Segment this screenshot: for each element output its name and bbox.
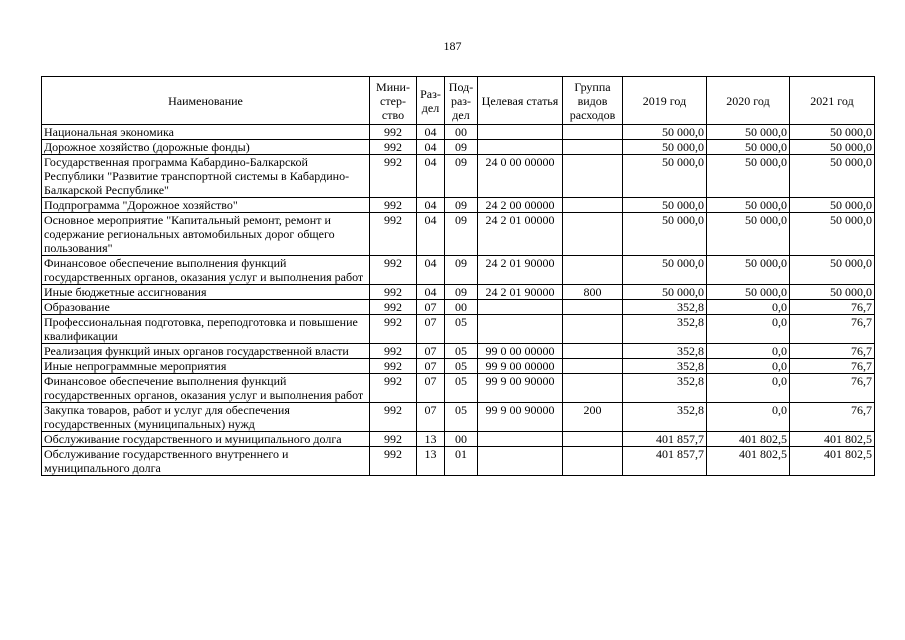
row-target-cell xyxy=(478,432,563,447)
row-group-cell xyxy=(563,140,623,155)
row-2021-cell: 50 000,0 xyxy=(790,140,875,155)
row-subsection-cell: 05 xyxy=(445,403,478,432)
row-name-cell: Образование xyxy=(42,300,370,315)
row-group-cell xyxy=(563,256,623,285)
row-target-cell: 24 2 01 00000 xyxy=(478,213,563,256)
row-subsection-cell: 00 xyxy=(445,300,478,315)
table-row xyxy=(42,256,875,285)
row-2020-cell: 0,0 xyxy=(707,315,790,344)
row-name-cell: Обслуживание государственного внутреннего и муниципального долга xyxy=(42,447,370,476)
row-2020-cell: 401 802,5 xyxy=(707,447,790,476)
budget-table xyxy=(41,76,875,476)
header-2021: 2021 год xyxy=(790,77,875,125)
row-name-cell: Основное мероприятие "Капитальный ремонт, ремонт и содержание региональных автомобильных дорог общего пользования" xyxy=(42,213,370,256)
row-target-cell: 99 9 00 90000 xyxy=(478,374,563,403)
row-2019-cell: 50 000,0 xyxy=(623,155,707,198)
table-row xyxy=(42,213,875,256)
row-2021-cell: 50 000,0 xyxy=(790,285,875,300)
row-2021-cell: 76,7 xyxy=(790,344,875,359)
row-2019-cell: 352,8 xyxy=(623,403,707,432)
table-header-row xyxy=(42,77,875,125)
row-target-cell: 99 0 00 00000 xyxy=(478,344,563,359)
header-ministry: Мини-стер-ство xyxy=(370,77,417,125)
row-name-cell: Иные непрограммные мероприятия xyxy=(42,359,370,374)
row-2020-cell: 50 000,0 xyxy=(707,285,790,300)
table-row xyxy=(42,140,875,155)
row-name-cell: Профессиональная подготовка, переподготовка и повышение квалификации xyxy=(42,315,370,344)
row-2021-cell: 50 000,0 xyxy=(790,198,875,213)
row-2020-cell: 50 000,0 xyxy=(707,198,790,213)
row-section-cell: 07 xyxy=(417,374,445,403)
row-subsection-cell: 01 xyxy=(445,447,478,476)
row-subsection-cell: 09 xyxy=(445,285,478,300)
row-2019-cell: 50 000,0 xyxy=(623,285,707,300)
row-section-cell: 13 xyxy=(417,447,445,476)
row-section-cell: 04 xyxy=(417,285,445,300)
header-section: Раз-дел xyxy=(417,77,445,125)
row-group-cell xyxy=(563,374,623,403)
row-group-cell xyxy=(563,300,623,315)
row-section-cell: 13 xyxy=(417,432,445,447)
row-2021-cell: 76,7 xyxy=(790,300,875,315)
row-section-cell: 04 xyxy=(417,125,445,140)
row-ministry-cell: 992 xyxy=(370,198,417,213)
row-2020-cell: 0,0 xyxy=(707,300,790,315)
row-ministry-cell: 992 xyxy=(370,213,417,256)
row-group-cell: 800 xyxy=(563,285,623,300)
row-2021-cell: 76,7 xyxy=(790,403,875,432)
table-row xyxy=(42,155,875,198)
page-number: 187 xyxy=(443,39,462,53)
row-target-cell xyxy=(478,140,563,155)
table-row xyxy=(42,285,875,300)
row-2019-cell: 352,8 xyxy=(623,344,707,359)
row-group-cell xyxy=(563,344,623,359)
row-target-cell: 24 2 01 90000 xyxy=(478,256,563,285)
table-row xyxy=(42,359,875,374)
row-subsection-cell: 09 xyxy=(445,155,478,198)
row-section-cell: 07 xyxy=(417,300,445,315)
row-2019-cell: 352,8 xyxy=(623,374,707,403)
row-2020-cell: 50 000,0 xyxy=(707,140,790,155)
row-subsection-cell: 05 xyxy=(445,344,478,359)
row-ministry-cell: 992 xyxy=(370,155,417,198)
header-subsection: Под-раз-дел xyxy=(445,77,478,125)
table-row xyxy=(42,198,875,213)
row-ministry-cell: 992 xyxy=(370,374,417,403)
row-2021-cell: 50 000,0 xyxy=(790,125,875,140)
row-2020-cell: 50 000,0 xyxy=(707,155,790,198)
row-ministry-cell: 992 xyxy=(370,432,417,447)
row-target-cell xyxy=(478,125,563,140)
row-ministry-cell: 992 xyxy=(370,447,417,476)
row-group-cell xyxy=(563,315,623,344)
table-row xyxy=(42,315,875,344)
row-section-cell: 04 xyxy=(417,213,445,256)
row-name-cell: Подпрограмма "Дорожное хозяйство" xyxy=(42,198,370,213)
row-section-cell: 04 xyxy=(417,198,445,213)
row-ministry-cell: 992 xyxy=(370,285,417,300)
row-2020-cell: 401 802,5 xyxy=(707,432,790,447)
row-ministry-cell: 992 xyxy=(370,300,417,315)
row-section-cell: 04 xyxy=(417,155,445,198)
row-2019-cell: 50 000,0 xyxy=(623,125,707,140)
row-2019-cell: 352,8 xyxy=(623,359,707,374)
table-row xyxy=(42,344,875,359)
row-subsection-cell: 05 xyxy=(445,374,478,403)
table-body xyxy=(42,125,875,476)
row-2019-cell: 401 857,7 xyxy=(623,447,707,476)
row-2019-cell: 352,8 xyxy=(623,315,707,344)
row-2020-cell: 0,0 xyxy=(707,403,790,432)
row-name-cell: Обслуживание государственного и муниципального долга xyxy=(42,432,370,447)
row-subsection-cell: 09 xyxy=(445,198,478,213)
row-name-cell: Дорожное хозяйство (дорожные фонды) xyxy=(42,140,370,155)
row-name-cell: Национальная экономика xyxy=(42,125,370,140)
row-ministry-cell: 992 xyxy=(370,140,417,155)
header-target: Целевая статья xyxy=(478,77,563,125)
row-group-cell xyxy=(563,125,623,140)
header-2020: 2020 год xyxy=(707,77,790,125)
table-row xyxy=(42,432,875,447)
table-row xyxy=(42,403,875,432)
row-2020-cell: 50 000,0 xyxy=(707,125,790,140)
row-target-cell xyxy=(478,300,563,315)
row-section-cell: 07 xyxy=(417,344,445,359)
row-target-cell xyxy=(478,315,563,344)
row-subsection-cell: 00 xyxy=(445,432,478,447)
row-2020-cell: 0,0 xyxy=(707,359,790,374)
row-subsection-cell: 05 xyxy=(445,359,478,374)
row-subsection-cell: 05 xyxy=(445,315,478,344)
row-ministry-cell: 992 xyxy=(370,125,417,140)
row-group-cell xyxy=(563,155,623,198)
table-row xyxy=(42,374,875,403)
row-2021-cell: 76,7 xyxy=(790,315,875,344)
row-section-cell: 04 xyxy=(417,140,445,155)
row-subsection-cell: 09 xyxy=(445,213,478,256)
row-name-cell: Иные бюджетные ассигнования xyxy=(42,285,370,300)
row-2019-cell: 352,8 xyxy=(623,300,707,315)
row-2020-cell: 0,0 xyxy=(707,344,790,359)
row-target-cell: 24 2 01 90000 xyxy=(478,285,563,300)
table-row xyxy=(42,300,875,315)
row-group-cell xyxy=(563,359,623,374)
row-2021-cell: 76,7 xyxy=(790,359,875,374)
header-group: Группа видов расходов xyxy=(563,77,623,125)
row-section-cell: 07 xyxy=(417,359,445,374)
table-row xyxy=(42,447,875,476)
header-name: Наименование xyxy=(42,77,370,125)
row-target-cell: 24 2 00 00000 xyxy=(478,198,563,213)
row-target-cell: 99 9 00 00000 xyxy=(478,359,563,374)
row-name-cell: Закупка товаров, работ и услуг для обеспечения государственных (муниципальных) нужд xyxy=(42,403,370,432)
row-subsection-cell: 00 xyxy=(445,125,478,140)
row-2020-cell: 0,0 xyxy=(707,374,790,403)
row-ministry-cell: 992 xyxy=(370,256,417,285)
row-2019-cell: 50 000,0 xyxy=(623,256,707,285)
row-2019-cell: 50 000,0 xyxy=(623,198,707,213)
row-ministry-cell: 992 xyxy=(370,315,417,344)
row-2019-cell: 50 000,0 xyxy=(623,140,707,155)
row-subsection-cell: 09 xyxy=(445,256,478,285)
row-2021-cell: 76,7 xyxy=(790,374,875,403)
row-2020-cell: 50 000,0 xyxy=(707,213,790,256)
table-row xyxy=(42,125,875,140)
row-section-cell: 04 xyxy=(417,256,445,285)
row-group-cell xyxy=(563,432,623,447)
row-name-cell: Финансовое обеспечение выполнения функций государственных органов, оказания услуг и выполнения работ xyxy=(42,374,370,403)
row-section-cell: 07 xyxy=(417,315,445,344)
row-subsection-cell: 09 xyxy=(445,140,478,155)
row-group-cell xyxy=(563,198,623,213)
row-ministry-cell: 992 xyxy=(370,403,417,432)
row-target-cell xyxy=(478,447,563,476)
row-target-cell: 24 0 00 00000 xyxy=(478,155,563,198)
row-2021-cell: 50 000,0 xyxy=(790,213,875,256)
row-2021-cell: 50 000,0 xyxy=(790,256,875,285)
row-name-cell: Финансовое обеспечение выполнения функций государственных органов, оказания услуг и выполнения работ xyxy=(42,256,370,285)
row-target-cell: 99 9 00 90000 xyxy=(478,403,563,432)
row-2019-cell: 401 857,7 xyxy=(623,432,707,447)
row-group-cell xyxy=(563,213,623,256)
row-2021-cell: 401 802,5 xyxy=(790,447,875,476)
row-name-cell: Государственная программа Кабардино-Балкарской Республики "Развитие транспортной системы в Кабардино-Балкарской Республике" xyxy=(42,155,370,198)
row-ministry-cell: 992 xyxy=(370,344,417,359)
row-section-cell: 07 xyxy=(417,403,445,432)
header-2019: 2019 год xyxy=(623,77,707,125)
row-2020-cell: 50 000,0 xyxy=(707,256,790,285)
row-2021-cell: 50 000,0 xyxy=(790,155,875,198)
row-name-cell: Реализация функций иных органов государственной власти xyxy=(42,344,370,359)
row-group-cell xyxy=(563,447,623,476)
row-ministry-cell: 992 xyxy=(370,359,417,374)
row-group-cell: 200 xyxy=(563,403,623,432)
row-2019-cell: 50 000,0 xyxy=(623,213,707,256)
row-2021-cell: 401 802,5 xyxy=(790,432,875,447)
